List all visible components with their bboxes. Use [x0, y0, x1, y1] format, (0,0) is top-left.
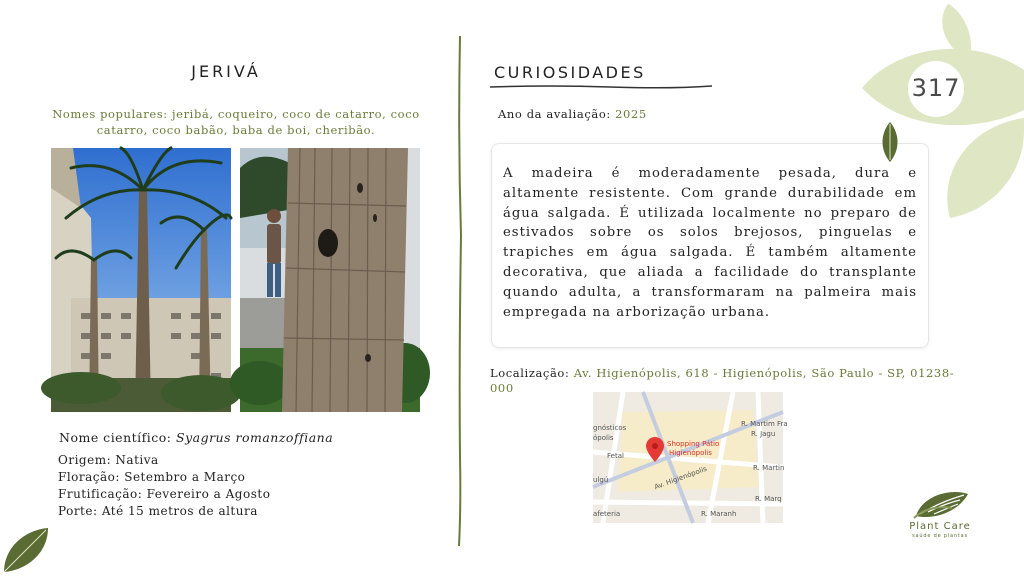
popular-names: Nomes populares: jeribá, coqueiro, coco de catarro, coco catarro, coco babão, baba de boi, cheribão. — [52, 107, 420, 137]
scientific-label: Nome científico: — [59, 430, 176, 445]
map-street-label: R. Maranh — [701, 510, 737, 518]
map-street-label: Fetal — [607, 452, 624, 460]
fact-fruiting: Frutificação: Fevereiro a Agosto — [58, 487, 271, 501]
location-value: Av. Higienópolis, 618 - Higienópolis, São Paulo - SP, 01238-000 — [490, 366, 955, 395]
curiosities-title: CURIOSIDADES — [494, 63, 646, 82]
leaf-badge-decoration — [862, 0, 1024, 225]
title-underline — [490, 82, 712, 92]
leaf-icon — [878, 122, 902, 162]
map-place-name: Shopping Pátio — [667, 440, 720, 448]
year-label: Ano da avaliação: — [498, 107, 616, 121]
evaluation-year — [498, 107, 647, 121]
fact-size: Porte: Até 15 metros de altura — [58, 504, 258, 518]
map-street-label: R. Marq — [755, 495, 782, 503]
year-value: 2025 — [615, 107, 647, 121]
fact-origin: Origem: Nativa — [58, 453, 159, 467]
brand-tagline: saúde de plantas — [912, 533, 968, 539]
scientific-name — [59, 430, 333, 445]
vertical-divider — [455, 36, 465, 546]
map-street-label: afeteria — [593, 510, 621, 518]
palm-tree-photo — [51, 148, 231, 412]
map-street-label: ópolis — [593, 434, 614, 442]
corner-leaf-icon — [0, 520, 56, 576]
scientific-value: Syagrus romanzoffiana — [176, 430, 334, 445]
location-map[interactable] — [593, 392, 788, 523]
location-label: Localização: — [490, 366, 574, 380]
map-street-label: R. Jagu — [751, 430, 776, 438]
badge-number: 317 — [911, 74, 961, 102]
map-street-label: R. Martim Fra — [741, 420, 788, 428]
page-title: JERIVÁ — [191, 62, 261, 81]
trunk-photo — [240, 148, 420, 412]
map-place-name-2: Higienópolis — [669, 449, 712, 457]
map-street-label: gnósticos — [593, 424, 627, 432]
fact-flowering: Floração: Setembro a Março — [58, 470, 246, 484]
facts-list — [58, 452, 270, 520]
curiosity-text: A madeira é moderadamente pesada, dura e altamente resistente. Com grande durabilidade em água salgada. É utilizada localmente no preparo de estivados sobre os solos brejosos, pinguelas e trapiches em água salgada. É também altamente decorativa, que aliada a facilidade do transplante quando adulta, a transformaram na palmeira mais empregada na arborização urbana. — [503, 166, 917, 320]
map-street-label: R. Martin — [753, 464, 785, 472]
map-street-label: ulgú — [593, 476, 609, 484]
map-street-label: Av. Higienópolis — [653, 464, 709, 492]
brand-name: Plant Care — [909, 521, 971, 532]
